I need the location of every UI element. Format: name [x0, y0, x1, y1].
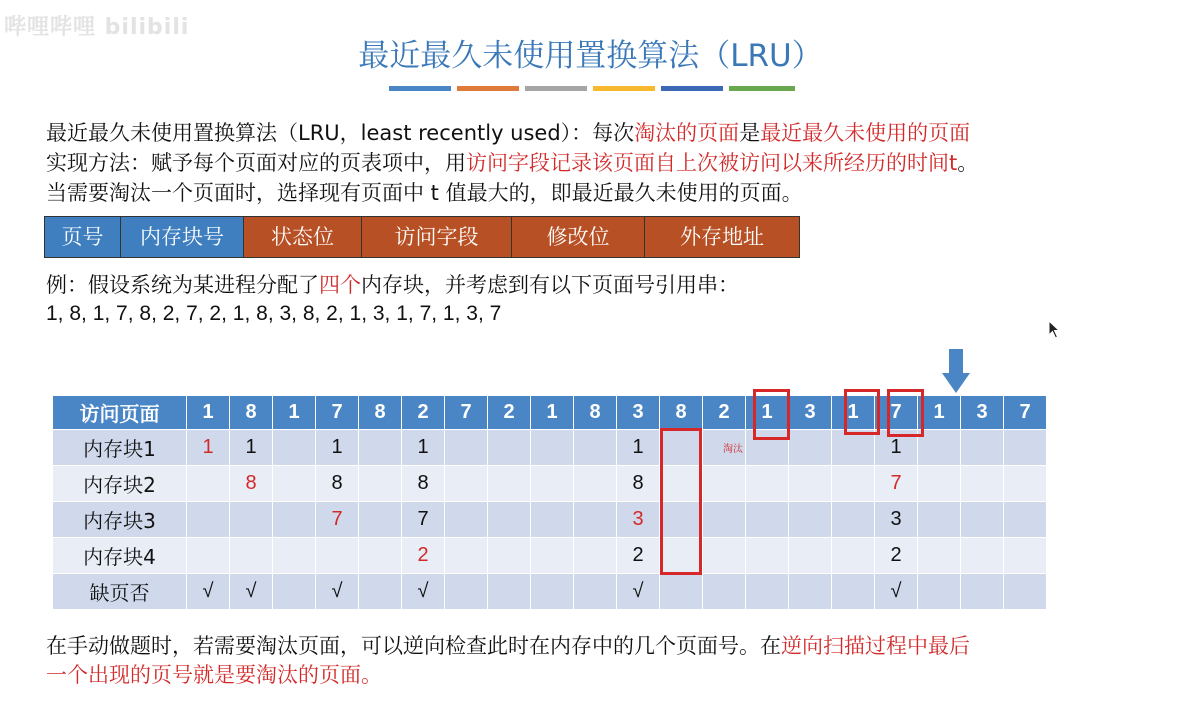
- fault-cell: [660, 574, 703, 610]
- fault-cell: [574, 574, 617, 610]
- fault-cell: √: [402, 574, 445, 610]
- block-cell: 8: [230, 466, 273, 502]
- fault-cell: √: [875, 574, 918, 610]
- fault-cell: [531, 574, 574, 610]
- block-cell: [531, 502, 574, 538]
- block-cell: [789, 538, 832, 574]
- block-cell: 2: [617, 538, 660, 574]
- block-cell: [488, 502, 531, 538]
- block-cell: 2: [875, 538, 918, 574]
- block-cell: 7: [402, 502, 445, 538]
- fault-cell: [445, 574, 488, 610]
- watermark: 哔哩哔哩 bilibili: [4, 15, 190, 40]
- color-segment: [457, 86, 519, 91]
- block-cell: [187, 466, 230, 502]
- access-cell: 3: [961, 396, 1004, 430]
- selection-line: 当需要淘汰一个页面时，选择现有页面中 t 值最大的，即最近最久未使用的页面。: [46, 181, 803, 205]
- block-cell: [746, 538, 789, 574]
- row-header: 内存块1: [53, 430, 187, 466]
- block-cell: 8: [402, 466, 445, 502]
- block-cell: [230, 502, 273, 538]
- access-cell: 1: [832, 396, 875, 430]
- access-cell: 7: [445, 396, 488, 430]
- pte-field-external-address: 外存地址: [645, 217, 799, 257]
- block-row-2: [53, 466, 1047, 502]
- method-text: 实现方法：赋予每个页面对应的页表项中，用: [46, 151, 466, 175]
- block-cell: [359, 466, 402, 502]
- block-cell: [488, 430, 531, 466]
- access-cell: 1: [187, 396, 230, 430]
- fault-cell: √: [316, 574, 359, 610]
- down-arrow-icon: [942, 349, 970, 394]
- access-cell: 2: [703, 396, 746, 430]
- block-cell: 8: [617, 466, 660, 502]
- fault-cell: [832, 574, 875, 610]
- access-cell: 7: [1004, 396, 1047, 430]
- block-cell: [703, 538, 746, 574]
- definition-text: 是: [739, 121, 761, 145]
- footer-highlight: 逆向扫描过程中最后: [781, 634, 970, 658]
- example-text: 例：假设系统为某进程分配了: [46, 273, 319, 297]
- block-row-3: [53, 502, 1047, 538]
- row-header: 访问页面: [53, 396, 187, 430]
- block-cell: 1: [402, 430, 445, 466]
- block-cell: [531, 466, 574, 502]
- block-cell: [961, 466, 1004, 502]
- method-text: 。: [957, 151, 979, 175]
- block-cell: [445, 538, 488, 574]
- block-cell: [961, 502, 1004, 538]
- block-cell: 3: [875, 502, 918, 538]
- color-segment: [593, 86, 655, 91]
- block-cell: 1: [316, 430, 359, 466]
- block-cell: 1: [617, 430, 660, 466]
- block-cell: [187, 538, 230, 574]
- block-cell: [187, 502, 230, 538]
- block-cell: [832, 466, 875, 502]
- access-cell: 7: [316, 396, 359, 430]
- block-cell: [961, 538, 1004, 574]
- access-cell: 8: [359, 396, 402, 430]
- block-cell: [1004, 502, 1047, 538]
- access-cell: 2: [402, 396, 445, 430]
- fault-cell: [703, 574, 746, 610]
- fault-cell: [918, 574, 961, 610]
- block-cell: [703, 466, 746, 502]
- block-cell: [574, 538, 617, 574]
- block-cell: 3: [617, 502, 660, 538]
- row-header: 缺页否: [53, 574, 187, 610]
- block-cell: [273, 538, 316, 574]
- example-line: [46, 270, 739, 300]
- block-cell: [918, 538, 961, 574]
- block-cell: 7: [316, 502, 359, 538]
- block-cell: [316, 538, 359, 574]
- pte-field-modify-bit: 修改位: [512, 217, 645, 257]
- block-cell: [273, 430, 316, 466]
- block-cell: [273, 502, 316, 538]
- reference-string: 1, 8, 1, 7, 8, 2, 7, 2, 1, 8, 3, 8, 2, 1, 3, 1, 7, 1, 3, 7: [46, 302, 502, 325]
- block-cell: [574, 502, 617, 538]
- block-cell: [574, 430, 617, 466]
- footer-text: 在手动做题时，若需要淘汰页面，可以逆向检查此时在内存中的几个页面号。在: [46, 634, 781, 658]
- fault-cell: [789, 574, 832, 610]
- block-cell: 1: [875, 430, 918, 466]
- access-cell: 2: [488, 396, 531, 430]
- block-cell: [445, 502, 488, 538]
- highlight-box-page: [844, 389, 880, 435]
- method-line: [46, 148, 978, 178]
- example-text: 内存块，并考虑到有以下页面号引用串：: [361, 273, 739, 297]
- fault-cell: √: [230, 574, 273, 610]
- pte-field-status-bit: 状态位: [244, 217, 362, 257]
- block-cell: [789, 466, 832, 502]
- block-cell: [531, 430, 574, 466]
- pte-field-page-number: 页号: [45, 217, 121, 257]
- block-cell: [789, 502, 832, 538]
- color-segment: [525, 86, 587, 91]
- access-cell: 8: [230, 396, 273, 430]
- row-header: 内存块2: [53, 466, 187, 502]
- highlight-box-page: [753, 389, 790, 440]
- access-cell: 3: [617, 396, 660, 430]
- access-cell: 1: [918, 396, 961, 430]
- block-cell: [273, 466, 316, 502]
- block-cell: [488, 538, 531, 574]
- block-cell: [230, 538, 273, 574]
- block-cell: 1: [230, 430, 273, 466]
- block-cell: [918, 502, 961, 538]
- row-header: 内存块4: [53, 538, 187, 574]
- block-row-4: [53, 538, 1047, 574]
- fault-cell: [359, 574, 402, 610]
- block-cell: [445, 430, 488, 466]
- fault-row: [53, 574, 1047, 610]
- fault-cell: √: [617, 574, 660, 610]
- fault-cell: [746, 574, 789, 610]
- block-cell: 7: [875, 466, 918, 502]
- access-cell: 7: [875, 396, 918, 430]
- block-cell: [918, 466, 961, 502]
- block-cell: [359, 538, 402, 574]
- access-cell: 1: [531, 396, 574, 430]
- access-cell: 8: [660, 396, 703, 430]
- fault-cell: [1004, 574, 1047, 610]
- block-cell: [832, 502, 875, 538]
- footer-line-2: 一个出现的页号就是要淘汰的页面。: [46, 663, 382, 687]
- block-cell: [832, 538, 875, 574]
- definition-highlight: 淘汰的页面: [634, 121, 740, 145]
- fault-cell: [961, 574, 1004, 610]
- block-cell: [1004, 466, 1047, 502]
- fault-cell: [273, 574, 316, 610]
- block-cell: [1004, 538, 1047, 574]
- block-cell: [1004, 430, 1047, 466]
- block-cell: [488, 466, 531, 502]
- page-table-entry: [44, 216, 800, 258]
- block-cell: 8: [316, 466, 359, 502]
- block-cell: [359, 502, 402, 538]
- block-cell: [789, 430, 832, 466]
- block-cell: [531, 538, 574, 574]
- pte-field-block-number: 内存块号: [121, 217, 244, 257]
- color-segment: [389, 86, 451, 91]
- row-header: 内存块3: [53, 502, 187, 538]
- definition-highlight: 最近最久未使用的页面: [760, 121, 971, 145]
- evict-note: 淘汰: [723, 444, 743, 455]
- block-cell: 1: [187, 430, 230, 466]
- highlight-box-column: [660, 428, 702, 575]
- block-cell: 2: [402, 538, 445, 574]
- block-cell: [746, 466, 789, 502]
- definition-line: [46, 118, 970, 148]
- block-cell: [703, 502, 746, 538]
- fault-cell: [488, 574, 531, 610]
- access-cell: 8: [574, 396, 617, 430]
- page-title: 最近最久未使用置换算法（LRU）: [358, 38, 823, 74]
- access-cell: 3: [789, 396, 832, 430]
- block-cell: [746, 502, 789, 538]
- example-highlight: 四个: [319, 273, 361, 297]
- block-cell: [359, 430, 402, 466]
- access-cell: 1: [746, 396, 789, 430]
- footer-line: [46, 631, 970, 661]
- method-highlight: 访问字段记录该页面自上次被访问以来所经历的时间t: [466, 151, 958, 175]
- color-segment: [729, 86, 795, 91]
- color-segment: [661, 86, 723, 91]
- mouse-cursor-icon: [1048, 320, 1062, 340]
- fault-cell: √: [187, 574, 230, 610]
- pte-field-access-field: 访问字段: [362, 217, 512, 257]
- definition-text: 最近最久未使用置换算法（LRU，least recently used）：每次: [46, 121, 635, 145]
- block-cell: [574, 466, 617, 502]
- block-cell: [961, 430, 1004, 466]
- block-cell: [445, 466, 488, 502]
- access-cell: 1: [273, 396, 316, 430]
- highlight-box-page: [887, 389, 924, 437]
